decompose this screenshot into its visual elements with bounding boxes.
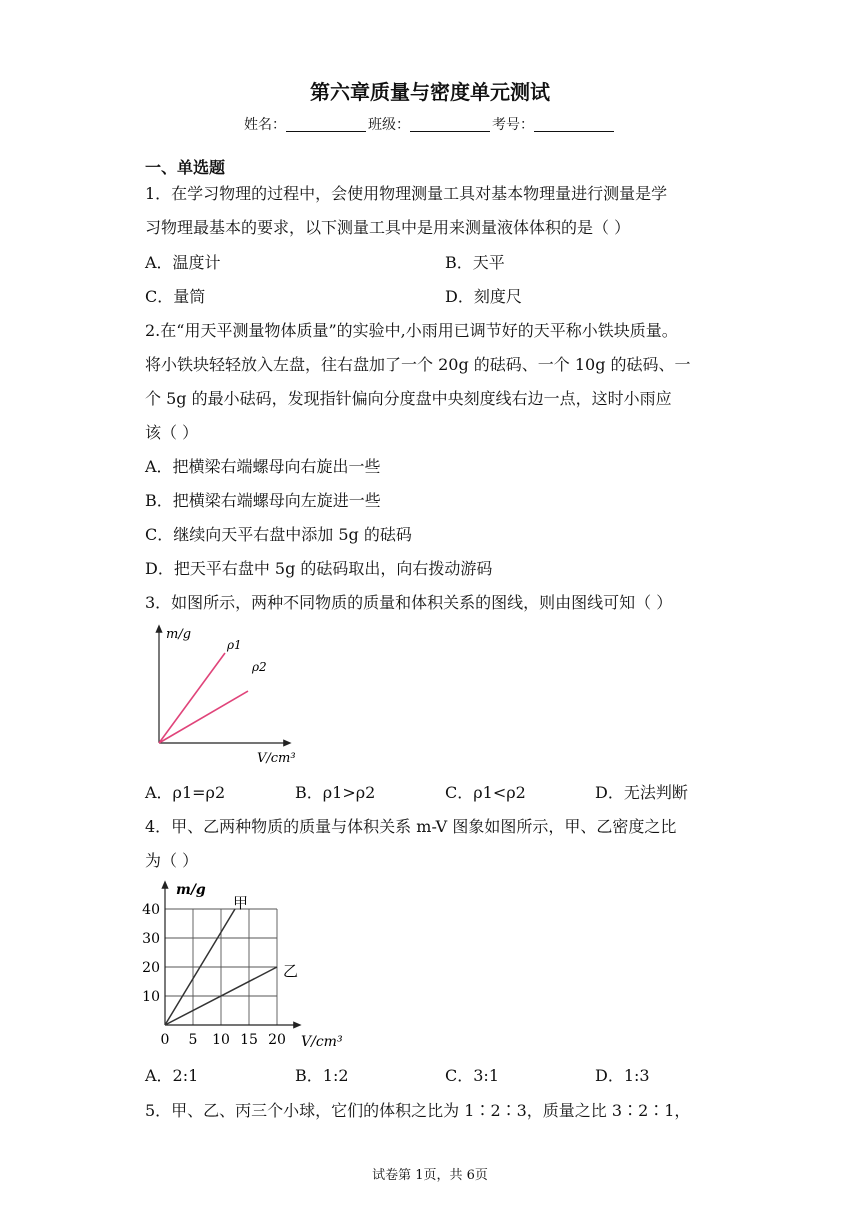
q3-option-b[interactable]: B．ρ1>ρ2 [295, 783, 376, 802]
q4-x-tick-label: 5 [188, 1032, 198, 1048]
q4-x-tick-label: 20 [268, 1032, 286, 1048]
section-heading: 一、单选题 [145, 158, 226, 177]
q3-option-a[interactable]: A．ρ1=ρ2 [145, 783, 226, 802]
class-label: 班级： [368, 117, 410, 133]
q4-line-2: 为（ ） [145, 851, 199, 870]
q4-option-a[interactable]: A．2:1 [145, 1066, 199, 1085]
q4-label-yi: 乙 [283, 962, 299, 980]
page-footer: 试卷第 1页，共 6页 [372, 1168, 488, 1183]
q1-option-a[interactable]: A．温度计 [145, 253, 221, 272]
q2-line-2: 将小铁块轻轻放入左盘，往右盘加了一个 20g 的砝码、一个 10g 的砝码、一 [145, 355, 691, 374]
q3-figure [140, 620, 310, 770]
q3-series-rho1 [159, 653, 225, 743]
q3-rho2-label: ρ2 [252, 660, 267, 674]
q2-line-4: 该（ ） [145, 423, 199, 442]
q1-option-c[interactable]: C．量筒 [145, 287, 206, 306]
q2-option-d[interactable]: D．把天平右盘中 5g 的砝码取出，向右拨动游码 [145, 559, 493, 578]
q4-xlabel: V/cm³ [301, 1034, 343, 1050]
q4-line-1: 4．甲、乙两种物质的质量与体积关系 m-V 图象如图所示，甲、乙密度之比 [145, 817, 677, 836]
q4-x-tick-label: 15 [240, 1032, 258, 1048]
q4-y-tick-label: 30 [142, 931, 160, 947]
name-label: 姓名： [244, 117, 286, 133]
q4-option-c[interactable]: C．3:1 [445, 1066, 499, 1085]
class-blank[interactable] [410, 117, 490, 132]
q3-line-1: 3．如图所示，两种不同物质的质量和体积关系的图线，则由图线可知（ ） [145, 593, 673, 612]
q1-line-2: 习物理最基本的要求，以下测量工具中是用来测量液体体积的是（ ） [145, 218, 631, 237]
q1-option-d[interactable]: D．刻度尺 [445, 287, 522, 306]
q4-x-tick-label: 10 [212, 1032, 230, 1048]
q4-y-tick-label: 20 [142, 960, 160, 976]
student-info [0, 114, 860, 134]
q4-label-jia: 甲 [233, 894, 249, 912]
q2-line-3: 个 5g 的最小砝码，发现指针偏向分度盘中央刻度线右边一点，这时小雨应 [145, 389, 672, 408]
q1-line-1: 1．在学习物理的过程中，会使用物理测量工具对基本物理量进行测量是学 [145, 184, 668, 203]
exam-no-label: 考号： [492, 117, 534, 133]
q3-xlabel: V/cm³ [257, 751, 296, 766]
q3-option-c[interactable]: C．ρ1<ρ2 [445, 783, 526, 802]
q4-x-tick-label: 0 [160, 1032, 170, 1048]
q4-y-tick-label: 40 [142, 902, 160, 918]
q1-option-b[interactable]: B．天平 [445, 253, 505, 272]
q4-option-b[interactable]: B．1:2 [295, 1066, 349, 1085]
exam-no-blank[interactable] [534, 117, 614, 132]
q2-line-1: 2.在“用天平测量物体质量”的实验中,小雨用已调节好的天平称小铁块质量。 [145, 321, 678, 340]
q3-ylabel: m/g [166, 627, 192, 642]
page-title: 第六章质量与密度单元测试 [310, 80, 550, 104]
q2-option-c[interactable]: C．继续向天平右盘中添加 5g 的砝码 [145, 525, 412, 544]
q4-y-tick-label: 10 [142, 989, 160, 1005]
q2-option-a[interactable]: A．把横梁右端螺母向右旋出一些 [145, 457, 381, 476]
name-blank[interactable] [286, 117, 366, 132]
q2-option-b[interactable]: B．把横梁右端螺母向左旋进一些 [145, 491, 381, 510]
q3-series-rho2 [159, 691, 248, 743]
q5-line-1: 5．甲、乙、丙三个小球，它们的体积之比为 1∶2∶3，质量之比 3∶2∶1， [145, 1101, 691, 1120]
q4-option-d[interactable]: D．1:3 [595, 1066, 650, 1085]
q4-grid [165, 909, 277, 1025]
q4-ylabel: m/g [176, 882, 206, 898]
q4-figure [140, 878, 355, 1053]
q3-option-d[interactable]: D．无法判断 [595, 783, 688, 802]
q3-rho1-label: ρ1 [227, 638, 242, 652]
